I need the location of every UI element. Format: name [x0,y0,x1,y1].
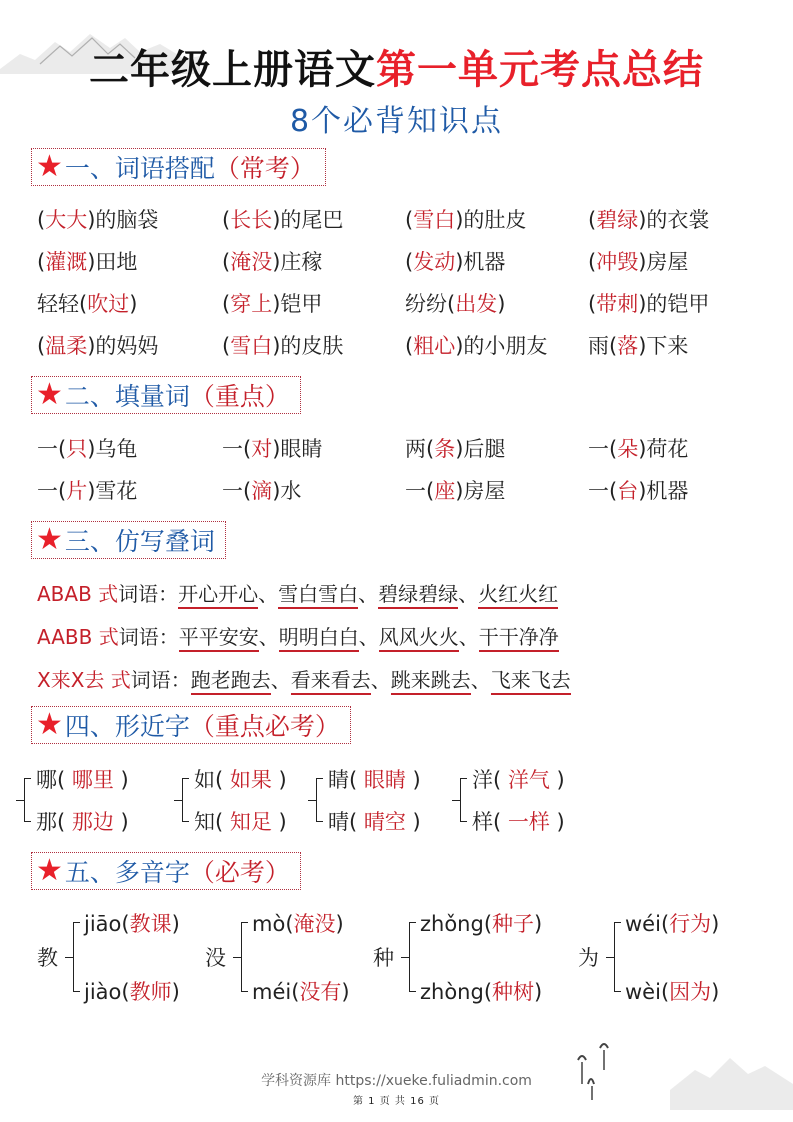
collocation-item [37,204,158,234]
item-prefix: 一 [588,437,609,461]
paren-close: ) [638,250,647,274]
pattern-label: ABAB 式 [37,582,119,606]
item-suffix: 机器 [646,479,689,503]
paren-close: ) [335,912,344,936]
paren-open: ( [660,912,670,936]
item-prefix: 轻轻 [37,292,79,316]
item-suffix: 水 [280,479,302,503]
polyphone-char: 没 [205,946,226,970]
paren-open: ( [588,250,597,274]
example-word: 教师 [129,980,172,1004]
item-suffix: 房屋 [463,479,506,503]
item-answer: 台 [617,479,639,503]
reduplication-line [37,664,571,693]
item-answer: 洋气 [507,768,550,792]
example-word: 跑老跑去 [191,668,271,695]
paren-close: ) [405,810,421,834]
paren-close: ) [87,437,96,461]
similar-char-item [36,764,129,794]
star-icon: ★ [36,853,63,888]
paren-open: ( [222,208,231,232]
section-title: 二、填量词 [64,382,190,411]
pattern-suffix: 词语： [118,582,179,606]
item-answer: 穿上 [230,292,273,316]
example-word: 干干净净 [479,625,559,652]
paren-close: ) [87,250,96,274]
paren-open: ( [493,768,508,792]
separator: 、 [258,625,279,649]
paren-open: ( [609,437,618,461]
brace-bracket [24,778,31,822]
item-suffix: 的妈妈 [95,334,159,358]
item-suffix: 的尾巴 [280,208,344,232]
similar-char-item [194,764,287,794]
paren-open: ( [609,479,618,503]
pattern-suffix: 词语： [130,668,191,692]
item-answer: 只 [66,437,88,461]
paren-close: ) [272,292,281,316]
item-answer: 吹过 [87,292,130,316]
base-char: 晴 [328,810,349,834]
paren-open: ( [57,810,72,834]
paren-open: ( [57,768,72,792]
separator: 、 [270,668,291,692]
section-title: 五、多音字 [64,858,190,887]
paren-close: ) [549,810,565,834]
page-subtitle: 8个必背知识点 [289,104,504,139]
collocation-item [588,246,688,276]
title-part2: 第一单元考点总结 [376,47,704,93]
paren-open: ( [483,912,493,936]
section-header-collocation [31,148,326,186]
item-answer: 雪白 [413,208,456,232]
item-suffix: 的肚皮 [463,208,527,232]
paren-close: ) [129,292,138,316]
paren-open: ( [349,810,364,834]
pinyin: mò [252,912,286,936]
paren-close: ) [171,912,180,936]
item-suffix: 的铠甲 [646,292,710,316]
paren-close: ) [272,334,281,358]
example-word: 没有 [299,980,342,1004]
item-answer: 冲毁 [596,250,639,274]
collocation-item [222,246,322,276]
polyphone-char: 种 [373,946,394,970]
reduplication-line [37,621,559,650]
item-suffix: 的皮肤 [280,334,344,358]
example-word: 因为 [669,980,712,1004]
collocation-item [222,330,343,360]
item-suffix: 下来 [646,334,689,358]
example-word: 风风火火 [379,625,459,652]
paren-open: ( [222,292,231,316]
base-char: 样 [472,810,493,834]
item-prefix: 一 [37,437,58,461]
item-answer: 碧绿 [596,208,639,232]
brace-bracket [409,922,416,992]
item-answer: 眼睛 [363,768,406,792]
paren-close: ) [638,292,647,316]
item-answer: 出发 [455,292,498,316]
item-answer: 粗心 [413,334,456,358]
pinyin: zhǒng [420,912,484,936]
measure-word-item [405,475,505,505]
example-word: 飞来飞去 [491,668,571,695]
item-suffix: 田地 [95,250,138,274]
paren-open: ( [426,437,435,461]
separator: 、 [470,668,491,692]
item-prefix: 一 [588,479,609,503]
item-answer: 如果 [229,768,272,792]
polyphone-reading [420,908,542,938]
paren-close: ) [638,208,647,232]
item-suffix: 铠甲 [280,292,323,316]
item-answer: 条 [434,437,456,461]
section-note: （重点必考） [189,712,340,741]
section-note: （常考） [214,154,315,183]
paren-close: ) [455,334,464,358]
similar-char-item [328,764,421,794]
item-answer: 发动 [413,250,456,274]
paren-open: ( [215,768,230,792]
item-suffix: 房屋 [646,250,689,274]
pattern-label: AABB 式 [37,625,119,649]
item-suffix: 机器 [463,250,506,274]
paren-open: ( [215,810,230,834]
base-char: 如 [194,768,215,792]
brace-bracket [73,922,80,992]
paren-close: ) [272,437,281,461]
example-word: 淹没 [293,912,336,936]
star-icon: ★ [36,377,63,412]
section-note: （重点） [189,382,290,411]
paren-open: ( [483,980,493,1004]
separator: 、 [458,625,479,649]
polyphone-char: 为 [578,946,599,970]
measure-word-item [222,433,322,463]
paren-open: ( [588,292,597,316]
base-char: 睛 [328,768,349,792]
paren-open: ( [405,334,414,358]
collocation-item [405,204,526,234]
pinyin: wèi [625,980,661,1004]
paren-close: ) [638,479,647,503]
star-icon: ★ [36,707,63,742]
item-prefix: 雨 [588,334,609,358]
polyphone-reading [252,976,350,1006]
paren-close: ) [271,768,287,792]
section-title: 四、形近字 [64,712,190,741]
measure-word-item [588,433,688,463]
item-suffix: 眼睛 [280,437,323,461]
section-header-measure-words [31,376,301,414]
paren-open: ( [588,208,597,232]
item-suffix: 乌龟 [95,437,138,461]
paren-close: ) [455,437,464,461]
section-note: （必考） [189,858,290,887]
measure-word-item [37,433,137,463]
paren-open: ( [243,479,252,503]
polyphone-reading [84,908,180,938]
item-suffix: 庄稼 [280,250,323,274]
item-answer: 那边 [71,810,114,834]
separator: 、 [370,668,391,692]
item-answer: 雪白 [230,334,273,358]
paren-close: ) [87,334,96,358]
paren-close: ) [534,912,543,936]
example-word: 雪白雪白 [278,582,358,609]
pattern-label: X来X去 式 [37,668,131,692]
example-word: 跳来跳去 [391,668,471,695]
paren-open: ( [37,250,46,274]
item-answer: 落 [617,334,639,358]
item-prefix: 一 [222,479,243,503]
item-answer: 晴空 [363,810,406,834]
paren-open: ( [447,292,456,316]
item-answer: 大大 [45,208,88,232]
title-part1: 二年级上册语文 [89,47,376,93]
example-word: 明明白白 [279,625,359,652]
brace-bracket [182,778,189,822]
base-char: 洋 [472,768,493,792]
item-answer: 淹没 [230,250,273,274]
example-word: 行为 [669,912,712,936]
example-word: 种树 [492,980,535,1004]
item-answer: 温柔 [45,334,88,358]
example-word: 开心开心 [178,582,258,609]
item-suffix: 后腿 [463,437,506,461]
paren-open: ( [405,208,414,232]
similar-char-item [36,806,129,836]
paren-close: ) [113,810,129,834]
paren-close: ) [171,980,180,1004]
base-char: 知 [194,810,215,834]
paren-close: ) [405,768,421,792]
paren-close: ) [455,208,464,232]
paren-open: ( [222,334,231,358]
paren-close: ) [341,980,350,1004]
item-answer: 长长 [230,208,273,232]
page-title [0,38,793,95]
base-char: 哪 [36,768,57,792]
collocation-item [37,288,137,318]
pinyin: wéi [625,912,661,936]
item-answer: 知足 [229,810,272,834]
star-icon: ★ [36,149,63,184]
pattern-suffix: 词语： [118,625,179,649]
polyphone-reading [420,976,542,1006]
paren-close: ) [272,479,281,503]
section-title: 三、仿写叠词 [64,527,215,556]
paren-open: ( [222,250,231,274]
item-answer: 对 [251,437,273,461]
paren-open: ( [349,768,364,792]
example-word: 教课 [129,912,172,936]
paren-close: ) [272,208,281,232]
paren-close: ) [638,334,647,358]
similar-char-item [194,806,287,836]
paren-close: ) [638,437,647,461]
item-suffix: 的脑袋 [95,208,159,232]
measure-word-item [405,433,505,463]
pinyin: jiào [84,980,122,1004]
measure-word-item [222,475,301,505]
example-word: 火红火红 [478,582,558,609]
item-suffix: 荷花 [646,437,689,461]
item-answer: 灌溉 [45,250,88,274]
polyphone-char: 教 [37,946,58,970]
item-prefix: 两 [405,437,426,461]
item-suffix: 的衣裳 [646,208,710,232]
paren-open: ( [493,810,508,834]
collocation-item [405,330,547,360]
paren-open: ( [243,437,252,461]
section-header-polyphones [31,852,301,890]
paren-open: ( [79,292,88,316]
section-title: 一、词语搭配 [64,154,215,183]
paren-close: ) [87,208,96,232]
paren-close: ) [711,980,720,1004]
item-answer: 哪里 [71,768,114,792]
item-suffix: 雪花 [95,479,138,503]
collocation-item [37,246,137,276]
collocation-item [222,204,343,234]
item-answer: 带刺 [596,292,639,316]
measure-word-item [588,475,688,505]
separator: 、 [358,625,379,649]
collocation-item [405,246,505,276]
paren-open: ( [285,912,294,936]
paren-close: ) [549,768,565,792]
separator: 、 [358,582,379,606]
polyphone-reading [625,908,719,938]
separator: 、 [458,582,479,606]
paren-open: ( [291,980,300,1004]
paren-close: ) [113,768,129,792]
brace-bracket [241,922,248,992]
measure-word-item [37,475,137,505]
polyphone-reading [252,908,344,938]
paren-close: ) [455,250,464,274]
paren-open: ( [121,980,130,1004]
brace-bracket [316,778,323,822]
paren-open: ( [58,437,67,461]
polyphone-reading [84,976,180,1006]
collocation-item [37,330,158,360]
item-answer: 朵 [617,437,639,461]
brace-bracket [460,778,467,822]
paren-close: ) [87,479,96,503]
item-answer: 片 [66,479,88,503]
paren-open: ( [426,479,435,503]
item-answer: 一样 [507,810,550,834]
similar-char-item [472,806,565,836]
paren-open: ( [37,208,46,232]
collocation-item [405,288,505,318]
collocation-item [222,288,322,318]
reduplication-line [37,578,558,607]
similar-char-item [472,764,565,794]
item-answer: 座 [434,479,456,503]
paren-close: ) [271,810,287,834]
collocation-item [588,330,688,360]
pinyin: jiāo [84,912,122,936]
page-number: 第 1 页 共 16 页 [353,1096,440,1107]
item-prefix: 一 [222,437,243,461]
collocation-item [588,288,709,318]
example-word: 碧绿碧绿 [378,582,458,609]
paren-open: ( [609,334,618,358]
item-suffix: 的小朋友 [463,334,548,358]
item-prefix: 纷纷 [405,292,447,316]
example-word: 看来看去 [291,668,371,695]
section-header-similar-chars [31,706,351,744]
footer-source: 学科资源库 https://xueke.fuliadmin.com [261,1073,532,1089]
paren-open: ( [405,250,414,274]
pinyin: zhòng [420,980,484,1004]
separator: 、 [258,582,279,606]
paren-close: ) [272,250,281,274]
similar-char-item [328,806,421,836]
pinyin: méi [252,980,292,1004]
paren-open: ( [121,912,130,936]
polyphone-reading [625,976,719,1006]
paren-close: ) [455,479,464,503]
section-header-reduplication [31,521,226,559]
star-icon: ★ [36,522,63,557]
base-char: 那 [36,810,57,834]
paren-close: ) [534,980,543,1004]
item-prefix: 一 [37,479,58,503]
item-prefix: 一 [405,479,426,503]
paren-open: ( [58,479,67,503]
item-answer: 滴 [251,479,273,503]
paren-close: ) [497,292,506,316]
paren-open: ( [660,980,670,1004]
collocation-item [588,204,709,234]
brace-bracket [614,922,621,992]
paren-open: ( [37,334,46,358]
example-word: 种子 [492,912,535,936]
paren-close: ) [711,912,720,936]
example-word: 平平安安 [179,625,259,652]
